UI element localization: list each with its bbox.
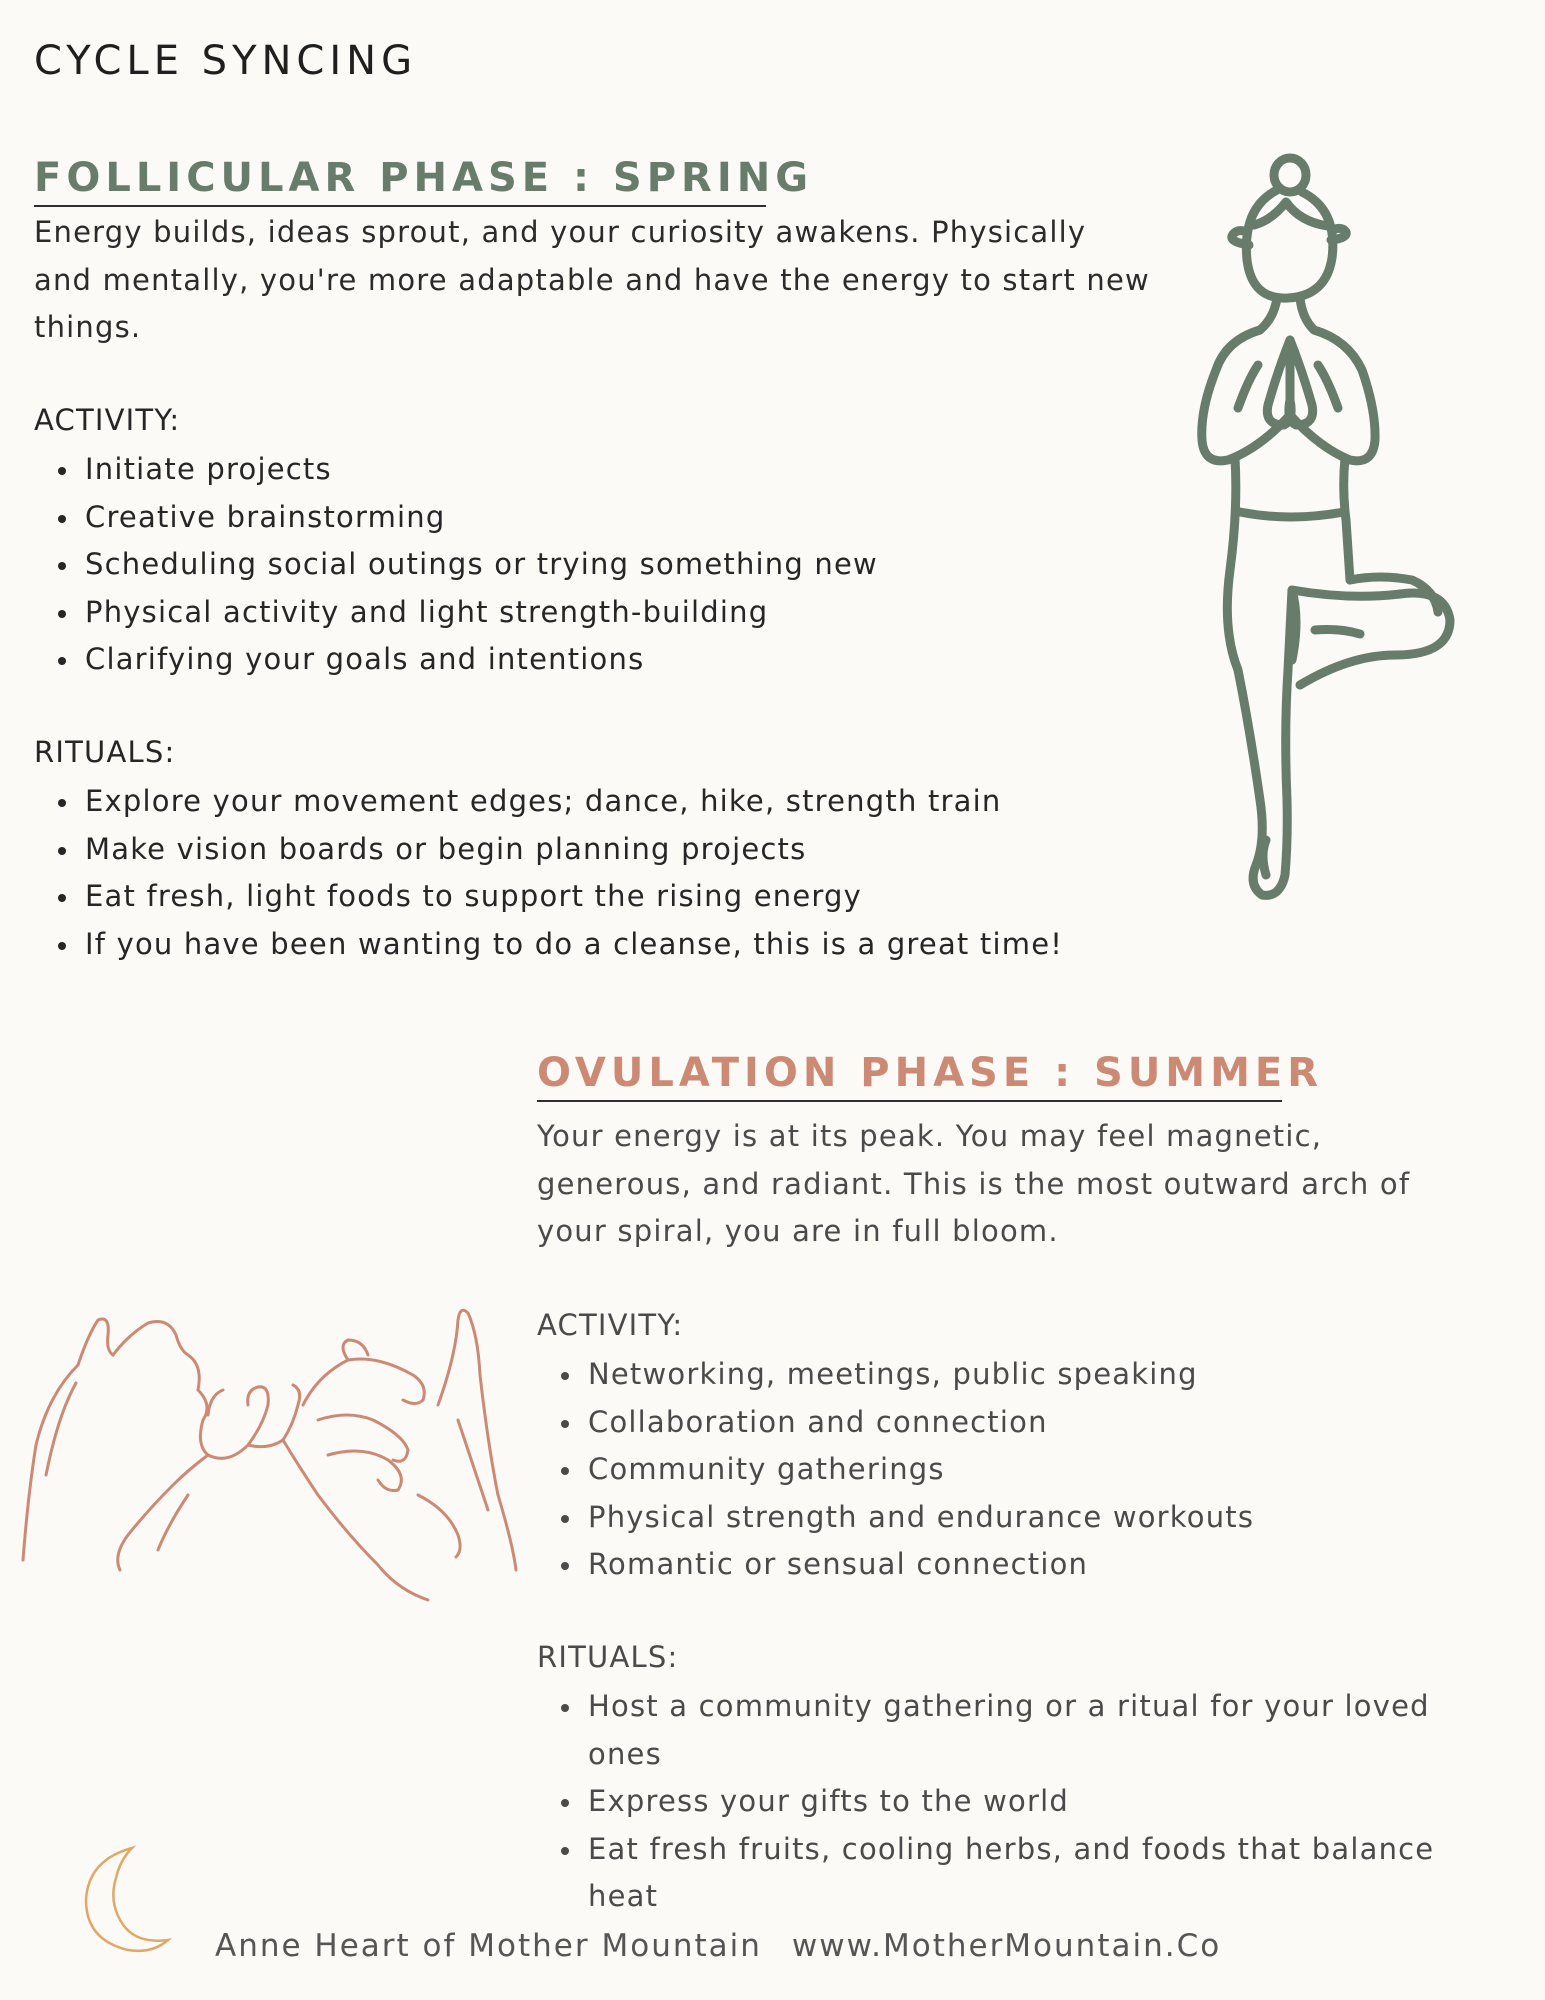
- list-item: Make vision boards or begin planning projects: [34, 826, 1063, 874]
- yoga-woman-illustration: [1150, 150, 1500, 960]
- spring-activity-list: [34, 446, 878, 684]
- list-item: Physical activity and light strength-building: [34, 589, 878, 637]
- summer-activity-list: [537, 1351, 1497, 1589]
- list-item: If you have been wanting to do a cleanse, this is a great time!: [34, 921, 1063, 969]
- spring-rituals-label: RITUALS:: [34, 735, 176, 769]
- list-item: Networking, meetings, public speaking: [537, 1351, 1497, 1399]
- footer-author: Anne Heart of Mother Mountain: [215, 1928, 762, 1964]
- list-item: Creative brainstorming: [34, 494, 878, 542]
- list-item: Eat fresh fruits, cooling herbs, and foods that balance heat: [537, 1826, 1497, 1921]
- list-item: Scheduling social outings or trying something new: [34, 541, 878, 589]
- list-item: Explore your movement edges; dance, hike, strength train: [34, 778, 1063, 826]
- list-item: Host a community gathering or a ritual for your loved ones: [537, 1683, 1497, 1778]
- list-item: Collaboration and connection: [537, 1399, 1497, 1447]
- spring-heading: FOLLICULAR PHASE : SPRING: [34, 155, 766, 207]
- crescent-moon-icon: [70, 1840, 180, 1960]
- pinky-promise-hands-illustration: [18, 1295, 528, 1615]
- list-item: Community gatherings: [537, 1446, 1497, 1494]
- summer-rituals-list: [537, 1683, 1497, 1921]
- page-title: CYCLE SYNCING: [34, 38, 418, 84]
- list-item: Clarifying your goals and intentions: [34, 636, 878, 684]
- list-item: Express your gifts to the world: [537, 1778, 1497, 1826]
- list-item: Eat fresh, light foods to support the rising energy: [34, 873, 1063, 921]
- list-item: Initiate projects: [34, 446, 878, 494]
- spring-description: Energy builds, ideas sprout, and your curiosity awakens. Physically and mentally, you're more adaptable and have the energy to start new things.: [34, 215, 1150, 344]
- footer: [215, 1928, 1221, 1964]
- list-item: Physical strength and endurance workouts: [537, 1494, 1497, 1542]
- spring-rituals-list: [34, 778, 1063, 968]
- footer-website-link[interactable]: www.MotherMountain.Co: [791, 1928, 1222, 1964]
- summer-heading: OVULATION PHASE : SUMMER: [537, 1050, 1282, 1102]
- summer-description: Your energy is at its peak. You may feel magnetic, generous, and radiant. This is the most outward arch of your spiral, you are in full bloom.: [537, 1119, 1411, 1248]
- list-item: Romantic or sensual connection: [537, 1541, 1497, 1589]
- spring-activity-label: ACTIVITY:: [34, 403, 181, 437]
- summer-activity-label: ACTIVITY:: [537, 1308, 684, 1342]
- summer-rituals-label: RITUALS:: [537, 1640, 679, 1674]
